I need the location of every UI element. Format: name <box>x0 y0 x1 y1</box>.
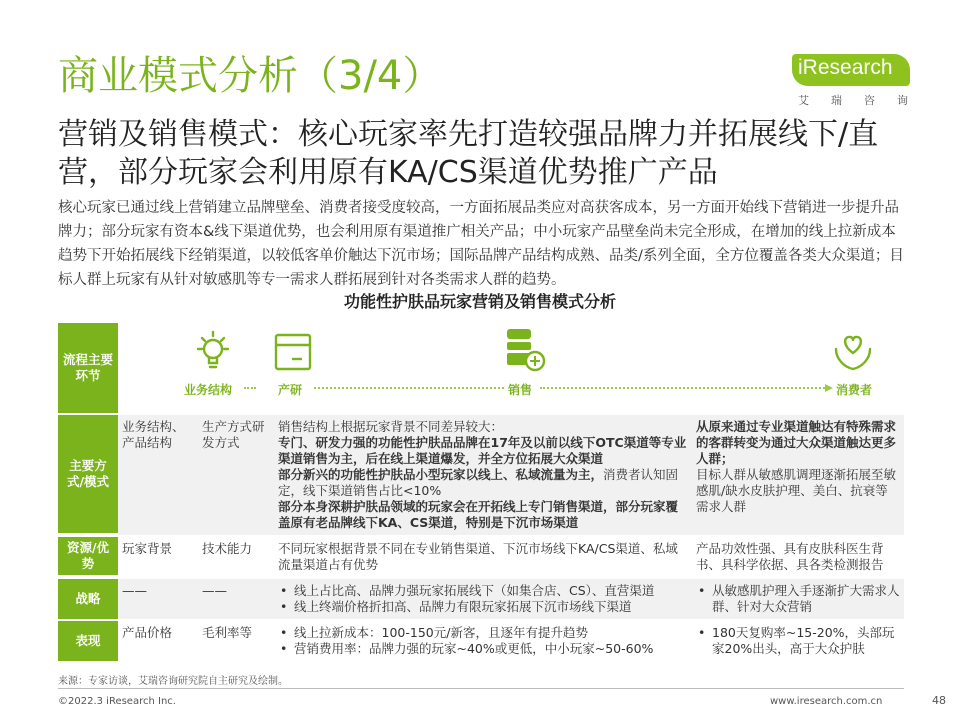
cell-product-price: 产品价格 <box>122 625 173 640</box>
flow-step-consumer: 消费者 <box>836 383 873 397</box>
cell-product-advantage: 产品功效性强、具有皮肤科医生背书、具科学依据、具各类检测报告 <box>696 541 884 572</box>
row-header-resource: 资源/优势 <box>58 537 118 575</box>
list-item: • 线上终端价格折扣高、品牌力有限玩家拓展下沉市场线下渠道 <box>278 599 688 615</box>
flow-diagram <box>118 323 904 413</box>
logo-sub-char: 咨 <box>864 94 875 107</box>
logo-sub-char: 询 <box>897 94 908 107</box>
row-header-strategy: 战略 <box>58 579 118 619</box>
cell-performance-sales <box>274 621 692 661</box>
cell-strategy-production: —— <box>202 583 227 598</box>
intro-paragraph: 核心玩家已通过线上营销建立品牌壁垒、消费者接受度较高，一方面拓展品类应对高获客成本，另一方面开始线下营销进一步提升品牌力；部分玩家有资本&线下渠道优势，也会利用原有渠道推广相关产品；中小玩家产品壁垒尚未完全形成，在增加的线上拉新成本趋势下开始拓展线下经销渠道，以较低客单价触达下沉市场；国际品牌产品结构成熟、品类/系列全面，全方位覆盖各类大众渠道；目标人群上玩家有从针对敏感肌等专一需求人群拓展到针对各类需求人群的趋势。 <box>58 200 904 288</box>
logo-sub-char: 瑞 <box>831 94 842 107</box>
row-header-flow: 流程主要环节 <box>58 323 118 413</box>
box-icon <box>268 327 318 377</box>
source-note: 来源：专家访谈，艾瑞咨询研究院自主研究及绘制。 <box>58 676 288 687</box>
logo-brand: iResearch <box>798 56 893 79</box>
flow-connector <box>314 387 504 389</box>
audience-text: 目标人群从敏感肌调理逐渐拓展至敏感肌/缺水皮肤护理、美白、抗衰等需求人群 <box>696 467 897 514</box>
flow-step-rnd: 产研 <box>278 383 303 397</box>
flow-connector <box>244 387 256 389</box>
sales-text: 专门、研发力强的功能性护肤品品牌在17年及以前以线下OTC渠道等专业渠道销售为主，后在线上渠道爆发，并全方位拓展大众渠道 <box>278 435 687 466</box>
flow-connector <box>540 387 828 389</box>
cell-target-audience <box>692 415 904 535</box>
copyright: ©2022.3 iResearch Inc. <box>58 696 176 707</box>
website-link[interactable]: www.iresearch.com.cn <box>770 696 883 707</box>
flow-step-sales: 销售 <box>508 383 533 397</box>
cell-strategy-consumer <box>692 579 904 619</box>
cell-sales-structure <box>274 415 692 535</box>
cell-strategy-business: —— <box>122 583 147 598</box>
cell-strategy-sales <box>274 579 692 619</box>
cell-channel-advantage: 不同玩家根据背景不同在专业销售渠道、下沉市场线下KA/CS渠道、私域流量渠道占有优势 <box>278 541 678 572</box>
list-item: • 线上占比高、品牌力强玩家拓展线下（如集合店、CS）、直营渠道 <box>278 583 688 599</box>
analysis-table <box>58 323 904 663</box>
flow-step-business: 业务结构 <box>184 383 233 397</box>
iresearch-logo <box>792 52 912 110</box>
cell-production-mode: 生产方式研发方式 <box>202 419 265 450</box>
cash-register-icon <box>499 325 549 375</box>
list-item: • 180天复购率~15-20%，头部玩家20%出头，高于大众护肤 <box>696 625 900 657</box>
heart-hands-icon <box>828 327 878 377</box>
page-title: 商业模式分析（3/4） <box>58 53 443 99</box>
cell-performance-consumer <box>692 621 904 661</box>
page-number: 48 <box>932 694 946 707</box>
sales-text: 消费者认知固定，线下渠道销售占比<10% <box>278 467 679 498</box>
audience-highlight: 从原来通过专业渠道触达有特殊需求的客群转变为通过大众渠道触达更多人群； <box>696 419 897 466</box>
page-subtitle: 营销及销售模式：核心玩家率先打造较强品牌力并拓展线下/直营，部分玩家会利用原有KA/CS渠道优势推广产品 <box>58 117 879 190</box>
performance-row <box>58 621 904 661</box>
mode-row <box>58 415 904 535</box>
arrow-right-icon <box>824 383 834 393</box>
row-header-mode: 主要方式/模式 <box>58 415 118 533</box>
flow-row <box>58 323 904 413</box>
cell-tech-capability: 技术能力 <box>202 541 253 556</box>
list-item: • 线上拉新成本：100-150元/新客，且逐年有提升趋势 <box>278 625 688 641</box>
sales-text: 销售结构上根据玩家背景不同差异较大： <box>278 419 504 434</box>
logo-sub-char: 艾 <box>798 94 809 107</box>
strategy-row <box>58 579 904 619</box>
list-item: • 营销费用率：品牌力强的玩家~40%或更低，中小玩家~50-60% <box>278 641 688 657</box>
resource-row <box>58 537 904 577</box>
logo-subtitle <box>798 92 908 108</box>
cell-business-structure: 业务结构、产品结构 <box>122 419 185 450</box>
lightbulb-icon <box>188 327 238 377</box>
sales-text: 部分本身深耕护肤品领域的玩家会在开拓线上专门销售渠道，部分玩家覆盖原有老品牌线下KA、CS渠道，特别是下沉市场渠道 <box>278 499 679 530</box>
list-item: • 从敏感肌护理入手逐渐扩大需求人群、针对大众营销 <box>696 583 900 615</box>
cell-gross-margin: 毛利率等 <box>202 625 253 640</box>
footer-divider <box>58 688 904 689</box>
table-title: 功能性护肤品玩家营销及销售模式分析 <box>343 292 616 311</box>
cell-player-background: 玩家背景 <box>122 541 173 556</box>
row-header-performance: 表现 <box>58 621 118 661</box>
sales-text: 部分新兴的功能性护肤品小型玩家以线上、私域流量为主， <box>278 467 604 482</box>
